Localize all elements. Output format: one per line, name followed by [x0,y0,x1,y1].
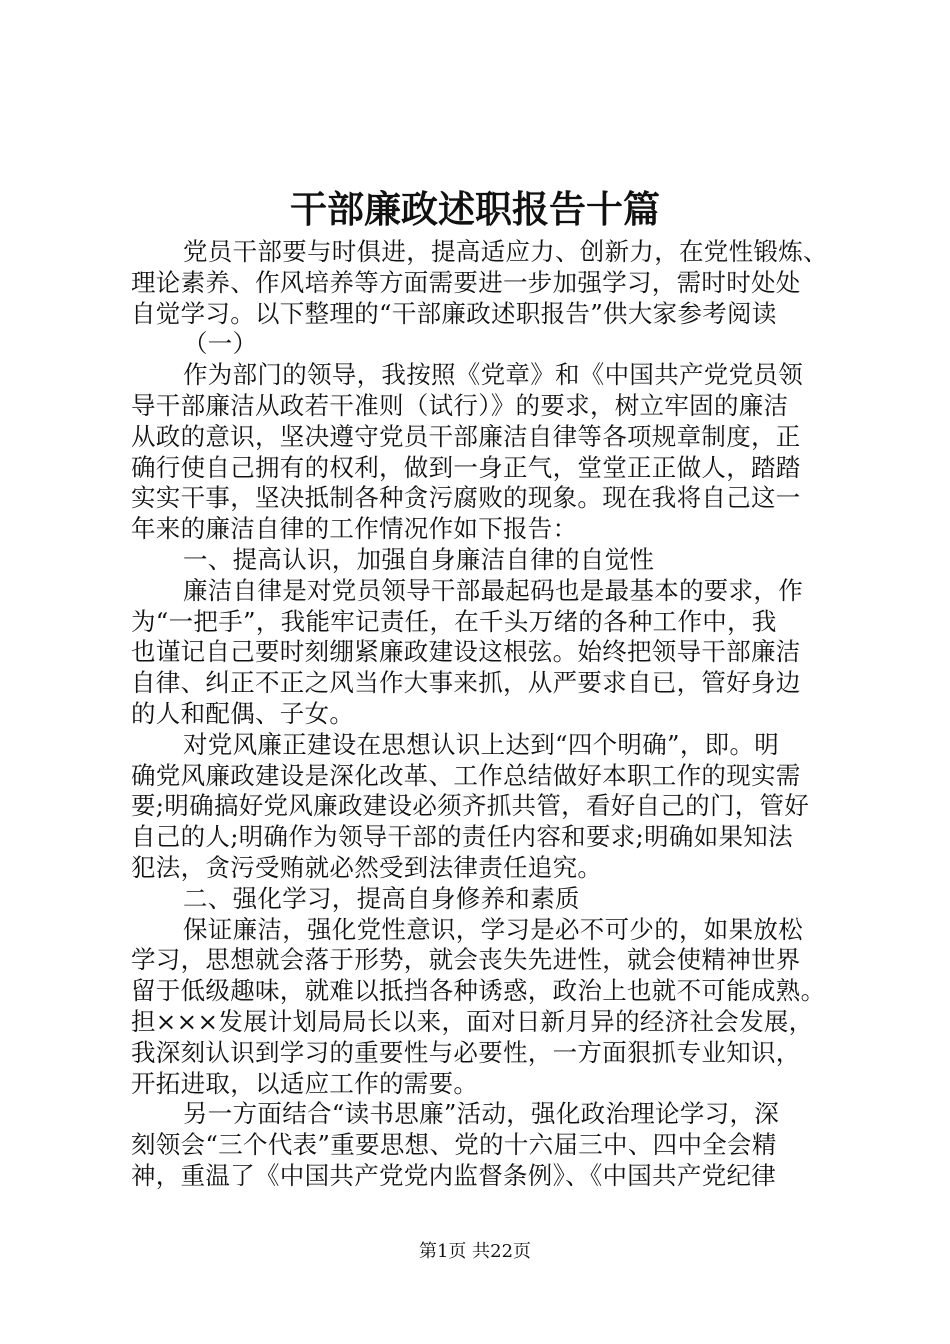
text-line: 犯法，贪污受贿就必然受到法律责任追究。 [131,852,603,882]
text-line: 自律、纠正不正之风当作大事来抓，从严要求自已，管好身边 [131,668,801,698]
text-line: 自觉学习。以下整理的“干部廉政述职报告”供大家参考阅读 [131,298,777,328]
text-line: 神，重温了《中国共产党党内监督条例》、《中国共产党纪律 [131,1160,777,1190]
text-line: 导干部廉洁从政若干准则（试行）》的要求，树立牢固的廉洁 [131,390,789,420]
text-line: 党员干部要与时俱进，提高适应力、创新力，在党性锻炼、 [183,237,828,266]
text-line: 留于低级趣味，就难以抵挡各种诱惑，政治上也就不可能成熟。 [131,976,826,1006]
text-line: 要;明确搞好党风廉政建设必须齐抓共管，看好自己的门，管好 [131,791,810,821]
text-line: 也谨记自己要时刻绷紧廉政建设这根弦。始终把领导干部廉洁 [131,637,801,667]
text-line: 理论素养、作风培养等方面需要进一步加强学习，需时时处处 [131,267,801,297]
text-line: 自己的人;明确作为领导干部的责任内容和要求;明确如果知法 [131,822,793,852]
text-line: 实实干事，坚决抵制各种贪污腐败的现象。现在我将自己这一 [131,483,801,513]
page-number: 第1页 共22页 [418,1241,532,1262]
text-line: 二、强化学习，提高自身修养和素质 [183,883,580,913]
text-line: 廉洁自律是对党员领导干部最起码也是最基本的要求，作 [183,575,803,605]
text-line: 保证廉洁，强化党性意识，学习是必不可少的，如果放松 [183,914,803,944]
text-line: 刻领会“三个代表”重要思想、党的十六届三中、四中全会精 [131,1130,777,1160]
text-line: 另一方面结合“读书思廉”活动，强化政治理论学习，深 [183,1099,780,1129]
text-line: 作为部门的领导，我按照《党章》和《中国共产党党员领 [183,360,803,390]
text-line: 年来的廉洁自律的工作情况作如下报告： [131,514,578,544]
text-line: 的人和配偶、子女。 [131,698,355,728]
text-line: 从政的意识，坚决遵守党员干部廉洁自律等各项规章制度，正 [131,421,801,451]
text-line: 开拓进取，以适应工作的需要。 [131,1068,479,1098]
text-line: 学习，思想就会落于形势，就会丧失先进性，就会使精神世界 [131,945,801,975]
text-line: 担×××发展计划局局长以来，面对日新月异的经济社会发展， [131,1006,814,1036]
text-line: 我深刻认识到学习的重要性与必要性，一方面狠抓专业知识， [131,1037,801,1067]
document-title: 干部廉政述职报告十篇 [290,187,660,231]
text-line: 一、提高认识，加强自身廉洁自律的自觉性 [183,544,655,574]
document-body [131,237,831,1192]
text-line: 确党风廉政建设是深化改革、工作总结做好本职工作的现实需 [131,760,801,790]
text-line: 确行使自己拥有的权利，做到一身正气，堂堂正正做人，踏踏 [131,452,801,482]
text-line: 对党风廉正建设在思想认识上达到“四个明确”，即。明 [183,729,780,759]
text-line: 为“一把手”，我能牢记责任，在千头万绪的各种工作中，我 [131,606,777,636]
text-line: （一） [183,329,258,359]
